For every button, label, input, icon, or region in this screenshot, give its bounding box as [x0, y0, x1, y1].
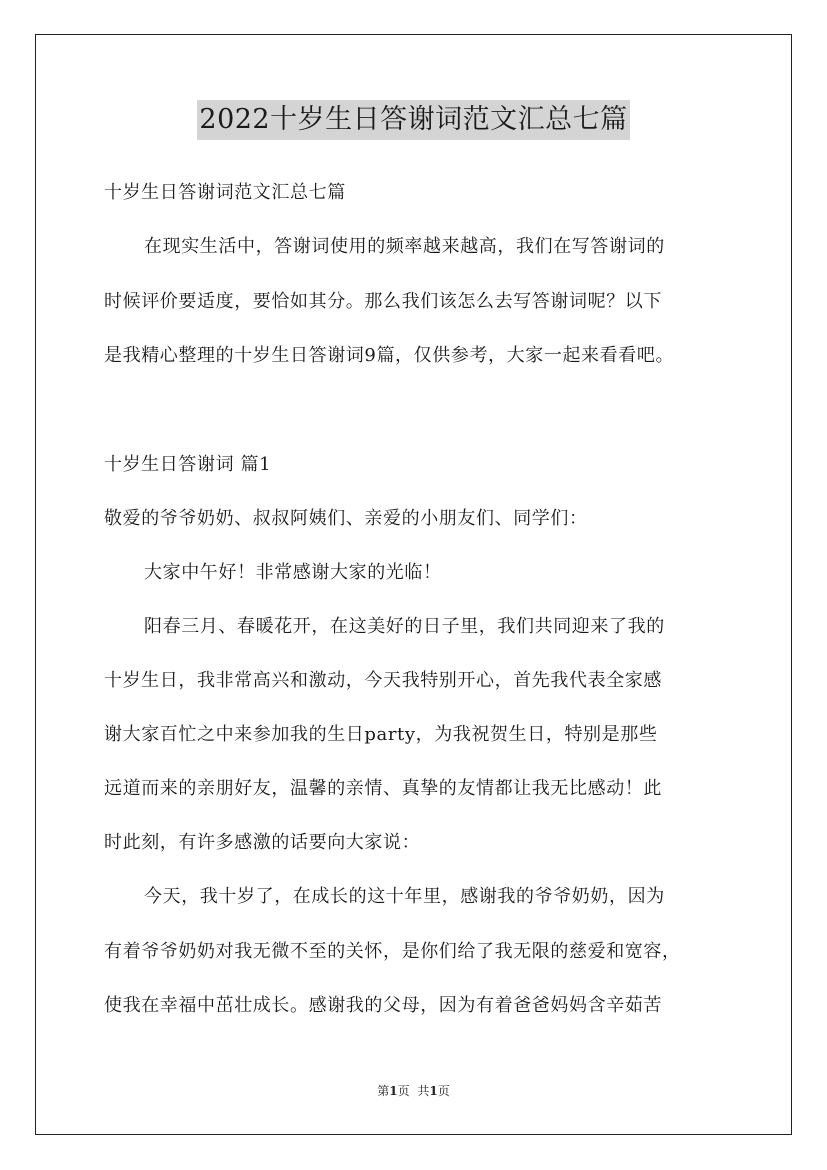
- document-subtitle: 十岁生日答谢词范文汇总七篇: [104, 182, 346, 203]
- document-title-text: 2022十岁生日答谢词范文汇总七篇: [197, 100, 629, 140]
- page-number: 1: [389, 1084, 398, 1098]
- intro-line-1: 在现实生活中，答谢词使用的频率越来越高，我们在写答谢词的: [144, 236, 665, 257]
- section-heading: 十岁生日答谢词 篇1: [104, 454, 272, 475]
- page-suffix: 页: [397, 1084, 410, 1098]
- paragraph-line: 今天，我十岁了，在成长的这十年里，感谢我的爷爷奶奶，因为: [144, 886, 665, 907]
- salutation: 敬爱的爷爷奶奶、叔叔阿姨们、亲爱的小朋友们、同学们：: [104, 508, 588, 529]
- intro-line-3: 是我精心整理的十岁生日答谢词9篇，仅供参考，大家一起来看看吧。: [104, 345, 675, 366]
- paragraph-line: 阳春三月、春暖花开，在这美好的日子里，我们共同迎来了我的: [144, 616, 665, 637]
- paragraph-line: 使我在幸福中茁壮成长。感谢我的父母，因为有着爸爸妈妈含辛茹苦: [104, 995, 662, 1016]
- total-suffix: 页: [437, 1084, 450, 1098]
- greeting: 大家中午好！非常感谢大家的光临！: [144, 562, 442, 583]
- page-prefix: 第: [377, 1084, 390, 1098]
- paragraph-line: 谢大家百忙之中来参加我的生日party，为我祝贺生日，特别是那些: [104, 724, 658, 745]
- intro-line-2: 时候评价要适度，要恰如其分。那么我们该怎么去写答谢词呢？以下: [104, 291, 662, 312]
- paragraph-line: 有着爷爷奶奶对我无微不至的关怀，是你们给了我无限的慈爱和宽容，: [104, 941, 681, 962]
- document-title: [0, 100, 827, 140]
- page-footer: [0, 1083, 827, 1099]
- total-prefix: 共: [417, 1084, 430, 1098]
- paragraph-line: 时此刻，有许多感激的话要向大家说：: [104, 832, 421, 853]
- total-pages: 1: [429, 1084, 438, 1098]
- paragraph-line: 十岁生日，我非常高兴和激动，今天我特别开心，首先我代表全家感: [104, 670, 662, 691]
- paragraph-line: 远道而来的亲朋好友，温馨的亲情、真挚的友情都让我无比感动！此: [104, 778, 662, 799]
